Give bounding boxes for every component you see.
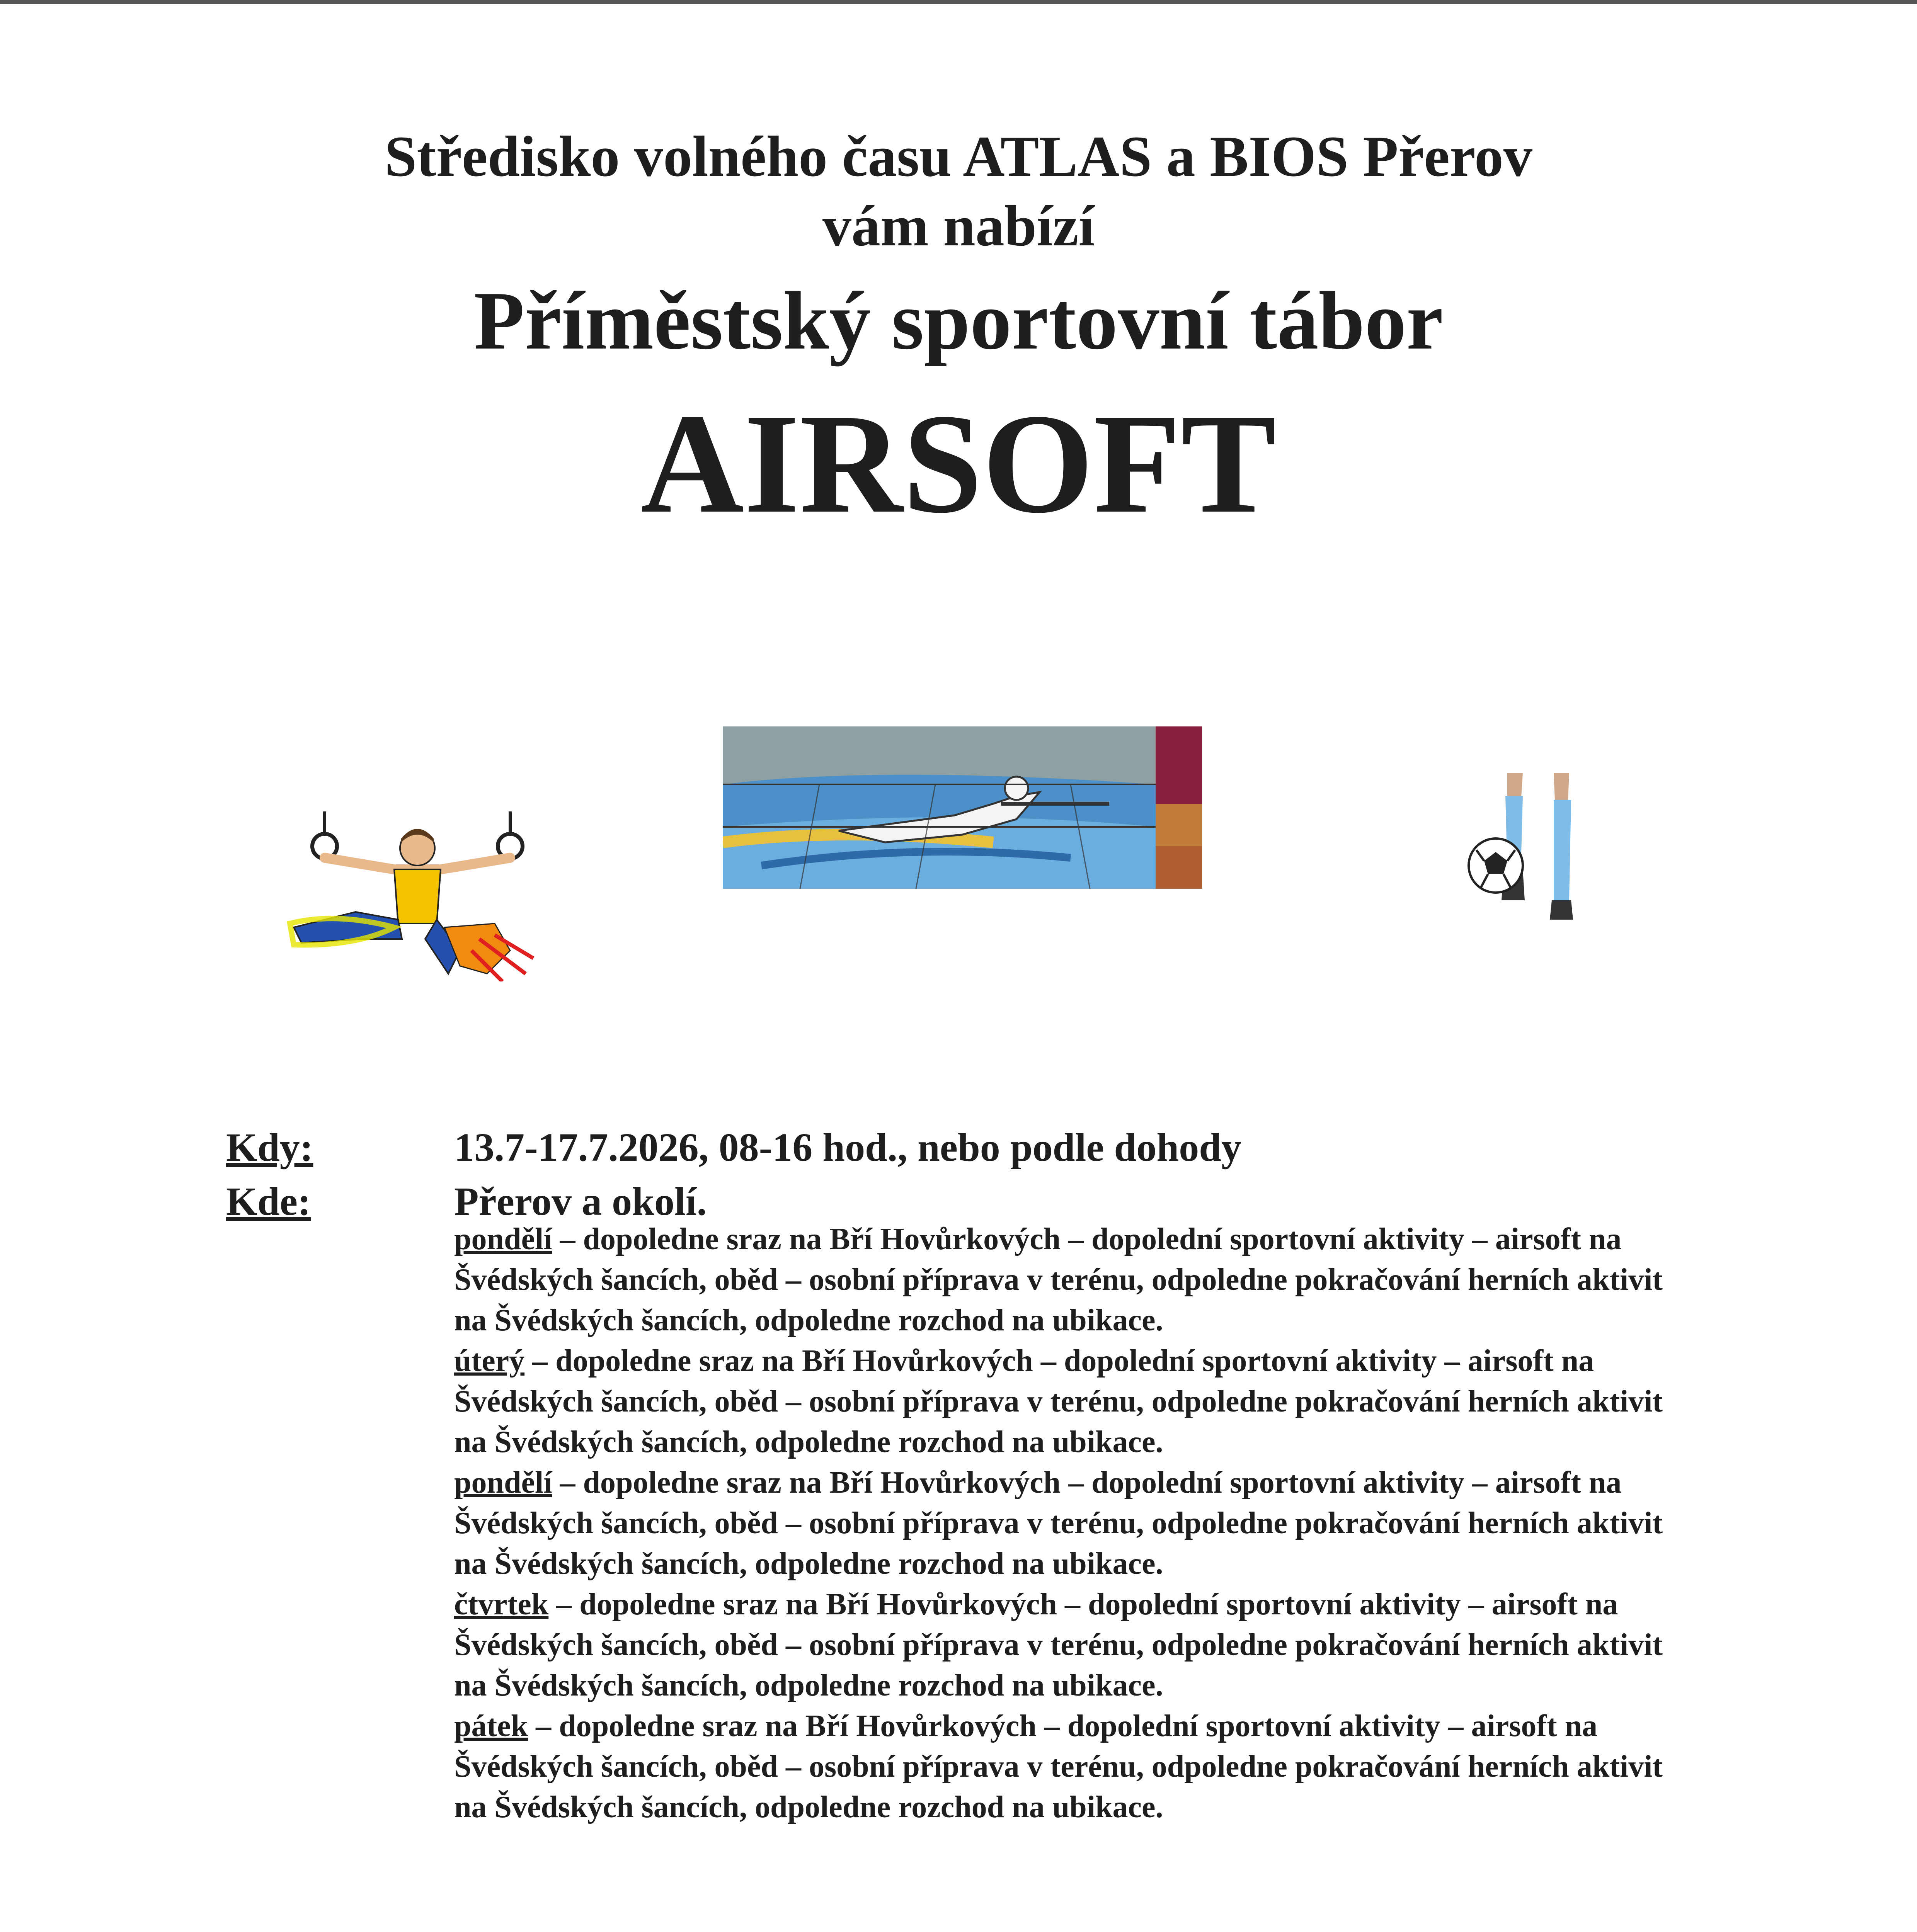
schedule-day <box>454 1219 1691 1341</box>
schedule-list <box>454 1219 1691 1828</box>
kdy-label: Kdy: <box>226 1125 313 1170</box>
scan-top-edge <box>0 0 1917 4</box>
day-text: – dopoledne sraz na Bří Hovůrkových – dopolední sportovní aktivity – airsoft na Švédských šancích, oběd – osobní příprava v terénu, odpoledne pokračování herních aktivit na Švédských šancích, odpoledne rozchod na ubikace. <box>454 1709 1663 1824</box>
kde-value: Přerov a okolí. <box>454 1179 707 1224</box>
schedule-day <box>454 1584 1691 1706</box>
camp-title: AIRSOFT <box>640 384 1277 543</box>
schedule-day <box>454 1463 1691 1584</box>
day-text: – dopoledne sraz na Bří Hovůrkových – dopolední sportovní aktivity – airsoft na Švédských šancích, oběd – osobní příprava v terénu, odpoledne pokračování herních aktivit na Švédských šancích, odpoledne rozchod na ubikace. <box>454 1466 1663 1581</box>
day-text: – dopoledne sraz na Bří Hovůrkových – dopolední sportovní aktivity – airsoft na Švédských šancích, oběd – osobní příprava v terénu, odpoledne pokračování herních aktivit na Švédských šancích, odpoledne rozchod na ubikace. <box>454 1344 1663 1459</box>
day-name: úterý <box>454 1344 525 1378</box>
schedule-day <box>454 1341 1691 1463</box>
gymnast-on-rings-icon <box>278 811 549 981</box>
camp-type-heading: Příměstský sportovní tábor <box>473 274 1444 367</box>
kde-label: Kde: <box>226 1179 311 1224</box>
day-name: pondělí <box>454 1222 552 1256</box>
schedule-day <box>454 1706 1691 1828</box>
kdy-value: 13.7-17.7.2026, 08-16 hod., nebo podle dohody <box>454 1125 1242 1170</box>
day-text: – dopoledne sraz na Bří Hovůrkových – dopolední sportovní aktivity – airsoft na Švédských šancích, oběd – osobní příprava v terénu, odpoledne pokračování herních aktivit na Švédských šancích, odpoledne rozchod na ubikace. <box>454 1587 1663 1702</box>
prone-shooter-icon <box>723 726 1202 889</box>
day-name: pondělí <box>454 1466 552 1500</box>
organizer-heading: Středisko volného času ATLAS a BIOS Přerov <box>385 124 1532 189</box>
offer-heading: vám nabízí <box>822 194 1095 258</box>
day-name: čtvrtek <box>454 1587 549 1621</box>
soccer-legs-icon <box>1465 773 1627 939</box>
day-name: pátek <box>454 1709 528 1743</box>
day-text: – dopoledne sraz na Bří Hovůrkových – dopolední sportovní aktivity – airsoft na Švédských šancích, oběd – osobní příprava v terénu, odpoledne pokračování herních aktivit na Švédských šancích, odpoledne rozchod na ubikace. <box>454 1222 1663 1337</box>
